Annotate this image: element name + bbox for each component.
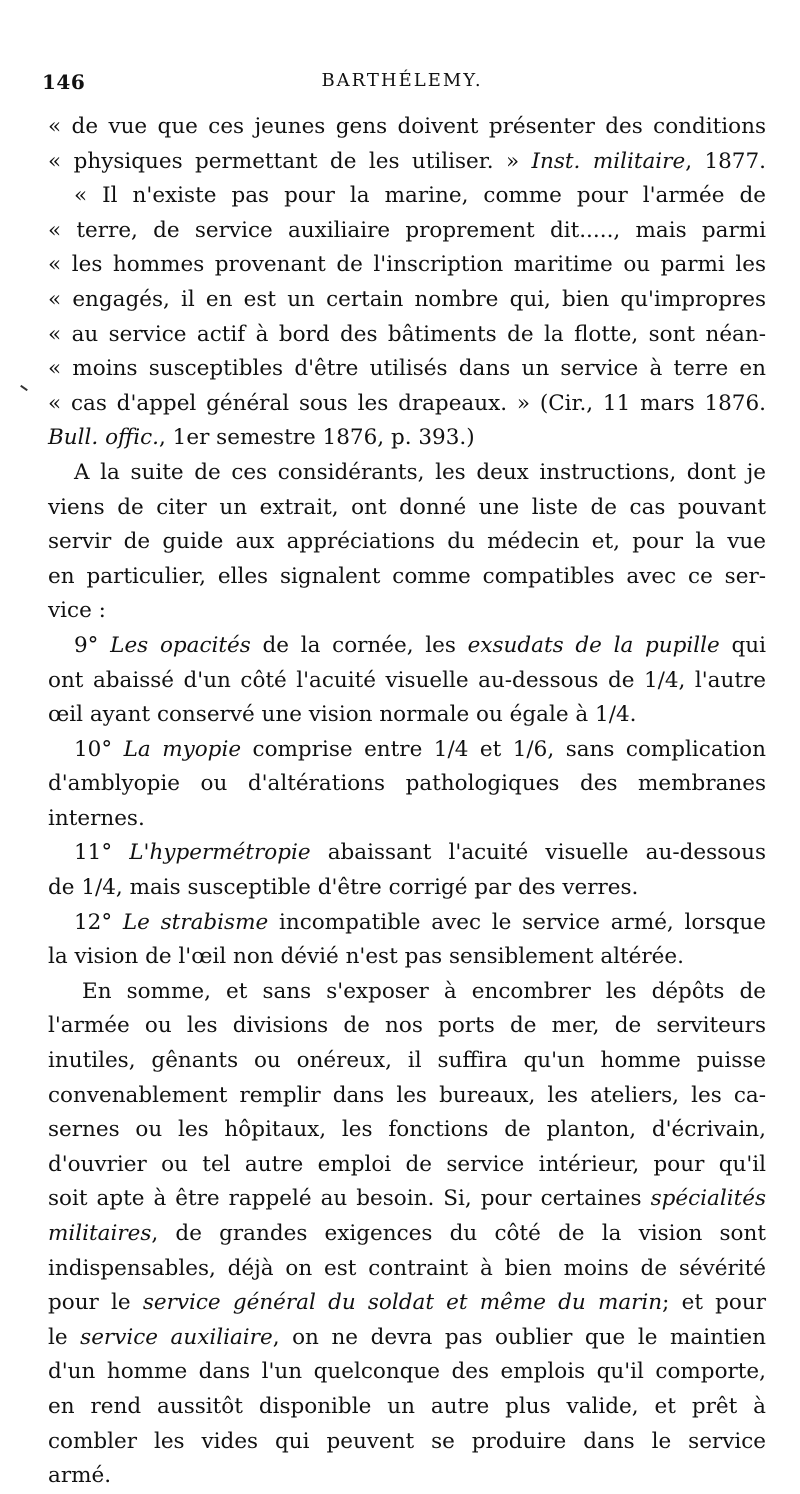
text-line: d'amblyopie ou d'altérations pathologiques des membranes: [48, 771, 766, 797]
text-line: d'un homme dans l'un quelconque des emplois qu'il comporte,: [48, 1359, 766, 1385]
text-line: indispensables, déjà on est contraint à bien moins de sévérité: [48, 1255, 766, 1281]
text-line: « moins susceptibles d'être utilisés dans un service à terre en: [48, 356, 766, 382]
body-text: [48, 110, 766, 1494]
text-line: « Il n'existe pas pour la marine, comme pour l'armée de: [74, 183, 766, 209]
text-line: le service auxiliaire, on ne devra pas oublier que le maintien: [48, 1324, 767, 1350]
text-line: d'ouvrier ou tel autre emploi de service intérieur, pour qu'il: [48, 1151, 766, 1177]
page-number: 146: [42, 70, 86, 94]
text-line: A la suite de ces considérants, les deux instructions, dont je: [74, 459, 766, 485]
running-head: BARTHÉLEMY.: [321, 70, 483, 91]
text-line: « au service actif à bord des bâtiments de la flotte, sont néan-: [48, 321, 766, 347]
text-line: inutiles, gênants ou onéreux, il suffira qu'un homme puisse: [48, 1048, 766, 1074]
text-line: Bull. offic., 1er semestre 1876, p. 393.): [48, 425, 475, 451]
text-line: « engagés, il en est un certain nombre qui, bien qu'impropres: [48, 286, 766, 312]
page-header: [42, 70, 762, 100]
text-line: l'armée ou les divisions de nos ports de mer, de serviteurs: [48, 1013, 766, 1039]
text-line: « de vue que ces jeunes gens doivent présenter des conditions: [48, 114, 766, 139]
text-line: « terre, de service auxiliaire proprement dit....., mais parmi: [48, 217, 766, 243]
text-line: sernes ou les hôpitaux, les fonctions de planton, d'écrivain,: [48, 1117, 766, 1143]
text-line: convenablement remplir dans les bureaux, les ateliers, les ca-: [48, 1082, 766, 1108]
text-line: 12° Le strabisme incompatible avec le service armé, lorsque: [74, 909, 766, 935]
text-line: « cas d'appel général sous les drapeaux. » (Cir., 11 mars 1876.: [48, 390, 766, 416]
text-line: soit apte à être rappelé au besoin. Si, pour certaines spécialités: [48, 1186, 766, 1212]
text-line: combler les vides qui peuvent se produire dans le service: [48, 1428, 766, 1454]
text-line: vice :: [48, 598, 106, 624]
text-line: militaires, de grandes exigences du côté de la vision sont: [48, 1221, 766, 1246]
text-line: 10° La myopie comprise entre 1/4 et 1/6, sans complication: [74, 736, 766, 762]
text-line: 11° L'hypermétropie abaissant l'acuité visuelle au-dessous: [74, 840, 766, 866]
text-line: la vision de l'œil non dévié n'est pas sensiblement altérée.: [48, 944, 684, 970]
text-line: armé.: [48, 1463, 112, 1489]
text-line: viens de citer un extrait, ont donné une liste de cas pouvant: [48, 494, 766, 520]
text-line: 9° Les opacités de la cornée, les exsudats de la pupille qui: [74, 632, 766, 658]
text-line: en rend aussitôt disponible un autre plus valide, et prêt à: [48, 1393, 766, 1419]
text-line: pour le service général du soldat et même du marin; et pour: [48, 1290, 766, 1316]
text-line: internes.: [48, 805, 145, 831]
text-line: de 1/4, mais susceptible d'être corrigé par des verres.: [48, 875, 639, 901]
margin-mark: [20, 385, 28, 391]
text-line: en particulier, elles signalent comme compatibles avec ce ser-: [48, 563, 766, 589]
text-line: « physiques permettant de les utiliser. » Inst. militaire, 1877.: [48, 148, 766, 174]
text-line: œil ayant conservé une vision normale ou égale à 1/4.: [48, 702, 637, 728]
text-line: « les hommes provenant de l'inscription maritime ou parmi les: [48, 252, 766, 278]
text-line: servir de guide aux appréciations du médecin et, pour la vue: [48, 529, 766, 555]
text-line: ont abaissé d'un côté l'acuité visuelle au-dessous de 1/4, l'autre: [48, 667, 766, 693]
text-line: En somme, et sans s'exposer à encombrer les dépôts de: [82, 978, 766, 1004]
